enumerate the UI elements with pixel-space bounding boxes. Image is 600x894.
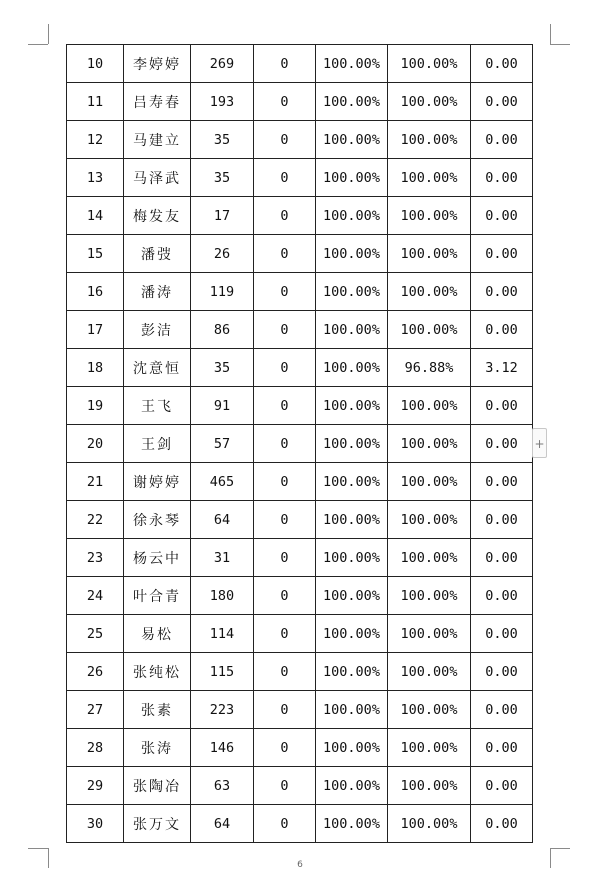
cell-name: 彭洁 [124,311,191,349]
add-row-button[interactable] [532,428,547,458]
cell-diff: 0.00 [471,273,533,311]
table-row [67,83,533,121]
results-table [66,44,533,843]
table-row [67,349,533,387]
table-row [67,729,533,767]
crop-mark-top-right-h [550,44,570,45]
table-row [67,273,533,311]
cell-rate-1: 100.00% [316,463,388,501]
cell-rate-2: 100.00% [388,805,471,843]
cell-diff: 0.00 [471,615,533,653]
cell-zero: 0 [254,197,316,235]
cell-zero: 0 [254,311,316,349]
cell-count: 35 [191,349,254,387]
cell-row-number: 18 [67,349,124,387]
cell-row-number: 15 [67,235,124,273]
cell-rate-2: 100.00% [388,311,471,349]
cell-diff: 0.00 [471,387,533,425]
cell-rate-1: 100.00% [316,45,388,83]
cell-count: 115 [191,653,254,691]
crop-mark-bottom-right-h [550,848,570,849]
table-row [67,159,533,197]
crop-mark-top-left-v [48,24,49,44]
cell-count: 64 [191,805,254,843]
cell-rate-1: 100.00% [316,83,388,121]
cell-diff: 0.00 [471,311,533,349]
cell-rate-1: 100.00% [316,197,388,235]
cell-count: 269 [191,45,254,83]
cell-zero: 0 [254,273,316,311]
cell-rate-1: 100.00% [316,501,388,539]
cell-row-number: 30 [67,805,124,843]
cell-diff: 0.00 [471,767,533,805]
cell-name: 易松 [124,615,191,653]
cell-count: 35 [191,121,254,159]
cell-rate-2: 100.00% [388,273,471,311]
cell-diff: 0.00 [471,83,533,121]
table-row [67,425,533,463]
cell-row-number: 21 [67,463,124,501]
cell-rate-1: 100.00% [316,805,388,843]
cell-diff: 0.00 [471,729,533,767]
cell-zero: 0 [254,349,316,387]
cell-diff: 0.00 [471,235,533,273]
cell-rate-1: 100.00% [316,387,388,425]
cell-count: 63 [191,767,254,805]
cell-rate-2: 100.00% [388,501,471,539]
cell-rate-1: 100.00% [316,273,388,311]
cell-name: 王飞 [124,387,191,425]
cell-count: 35 [191,159,254,197]
cell-diff: 0.00 [471,45,533,83]
cell-row-number: 28 [67,729,124,767]
cell-count: 57 [191,425,254,463]
cell-row-number: 17 [67,311,124,349]
cell-row-number: 29 [67,767,124,805]
table-row [67,45,533,83]
cell-rate-2: 100.00% [388,463,471,501]
table-row [67,501,533,539]
table-row [67,197,533,235]
table-row [67,539,533,577]
table-row [67,691,533,729]
cell-rate-1: 100.00% [316,539,388,577]
cell-name: 谢婷婷 [124,463,191,501]
crop-mark-top-left-h [28,44,48,45]
cell-rate-2: 100.00% [388,83,471,121]
cell-diff: 0.00 [471,121,533,159]
cell-rate-2: 100.00% [388,425,471,463]
cell-name: 吕寿春 [124,83,191,121]
cell-row-number: 24 [67,577,124,615]
cell-diff: 3.12 [471,349,533,387]
cell-zero: 0 [254,805,316,843]
cell-name: 张陶冶 [124,767,191,805]
cell-zero: 0 [254,425,316,463]
cell-count: 17 [191,197,254,235]
cell-rate-2: 100.00% [388,159,471,197]
table-row [67,235,533,273]
cell-name: 徐永琴 [124,501,191,539]
cell-rate-2: 100.00% [388,235,471,273]
page-number: 6 [297,860,303,870]
crop-mark-bottom-left-h [28,848,48,849]
cell-rate-2: 100.00% [388,577,471,615]
table-row [67,805,533,843]
cell-row-number: 22 [67,501,124,539]
cell-diff: 0.00 [471,691,533,729]
cell-count: 180 [191,577,254,615]
cell-name: 张纯松 [124,653,191,691]
cell-rate-1: 100.00% [316,767,388,805]
cell-name: 张涛 [124,729,191,767]
table-body [67,45,533,843]
cell-count: 26 [191,235,254,273]
cell-name: 李婷婷 [124,45,191,83]
cell-rate-2: 100.00% [388,691,471,729]
cell-row-number: 27 [67,691,124,729]
cell-zero: 0 [254,121,316,159]
cell-row-number: 11 [67,83,124,121]
cell-row-number: 14 [67,197,124,235]
cell-zero: 0 [254,387,316,425]
cell-count: 31 [191,539,254,577]
cell-diff: 0.00 [471,463,533,501]
cell-count: 193 [191,83,254,121]
cell-zero: 0 [254,767,316,805]
cell-count: 64 [191,501,254,539]
cell-diff: 0.00 [471,805,533,843]
cell-rate-2: 100.00% [388,387,471,425]
cell-zero: 0 [254,729,316,767]
cell-name: 杨云中 [124,539,191,577]
cell-zero: 0 [254,577,316,615]
cell-zero: 0 [254,501,316,539]
crop-mark-top-right-v [550,24,551,44]
cell-rate-1: 100.00% [316,653,388,691]
cell-rate-2: 100.00% [388,767,471,805]
cell-row-number: 25 [67,615,124,653]
cell-count: 114 [191,615,254,653]
cell-diff: 0.00 [471,197,533,235]
cell-zero: 0 [254,539,316,577]
cell-rate-2: 100.00% [388,121,471,159]
cell-zero: 0 [254,235,316,273]
table-row [67,311,533,349]
table-row [67,387,533,425]
cell-rate-2: 100.00% [388,45,471,83]
table-row [67,615,533,653]
cell-diff: 0.00 [471,425,533,463]
cell-zero: 0 [254,691,316,729]
table-row [67,577,533,615]
cell-rate-2: 100.00% [388,653,471,691]
cell-zero: 0 [254,83,316,121]
cell-rate-1: 100.00% [316,729,388,767]
cell-diff: 0.00 [471,577,533,615]
table-row [67,653,533,691]
cell-rate-1: 100.00% [316,159,388,197]
table-row [67,767,533,805]
cell-count: 223 [191,691,254,729]
cell-name: 沈意恒 [124,349,191,387]
cell-count: 119 [191,273,254,311]
cell-rate-1: 100.00% [316,235,388,273]
cell-rate-2: 100.00% [388,615,471,653]
cell-count: 91 [191,387,254,425]
cell-name: 潘涛 [124,273,191,311]
cell-row-number: 26 [67,653,124,691]
cell-row-number: 23 [67,539,124,577]
cell-count: 86 [191,311,254,349]
cell-diff: 0.00 [471,159,533,197]
cell-name: 张万文 [124,805,191,843]
table-row [67,463,533,501]
cell-rate-1: 100.00% [316,121,388,159]
cell-row-number: 10 [67,45,124,83]
cell-diff: 0.00 [471,501,533,539]
plus-icon: + [534,437,545,451]
cell-zero: 0 [254,615,316,653]
cell-rate-1: 100.00% [316,425,388,463]
cell-count: 465 [191,463,254,501]
cell-zero: 0 [254,159,316,197]
cell-diff: 0.00 [471,539,533,577]
cell-name: 叶合青 [124,577,191,615]
cell-name: 王剑 [124,425,191,463]
cell-name: 张素 [124,691,191,729]
cell-rate-2: 100.00% [388,197,471,235]
cell-rate-1: 100.00% [316,311,388,349]
cell-zero: 0 [254,45,316,83]
cell-rate-1: 100.00% [316,691,388,729]
cell-rate-2: 100.00% [388,539,471,577]
cell-diff: 0.00 [471,653,533,691]
cell-row-number: 13 [67,159,124,197]
cell-rate-1: 100.00% [316,349,388,387]
cell-zero: 0 [254,463,316,501]
cell-row-number: 12 [67,121,124,159]
cell-name: 马泽武 [124,159,191,197]
cell-count: 146 [191,729,254,767]
cell-row-number: 19 [67,387,124,425]
cell-rate-2: 100.00% [388,729,471,767]
cell-name: 马建立 [124,121,191,159]
cell-rate-2: 96.88% [388,349,471,387]
cell-row-number: 16 [67,273,124,311]
cell-name: 潘弢 [124,235,191,273]
table-row [67,121,533,159]
cell-zero: 0 [254,653,316,691]
cell-rate-1: 100.00% [316,577,388,615]
cell-name: 梅发友 [124,197,191,235]
cell-row-number: 20 [67,425,124,463]
cell-rate-1: 100.00% [316,615,388,653]
